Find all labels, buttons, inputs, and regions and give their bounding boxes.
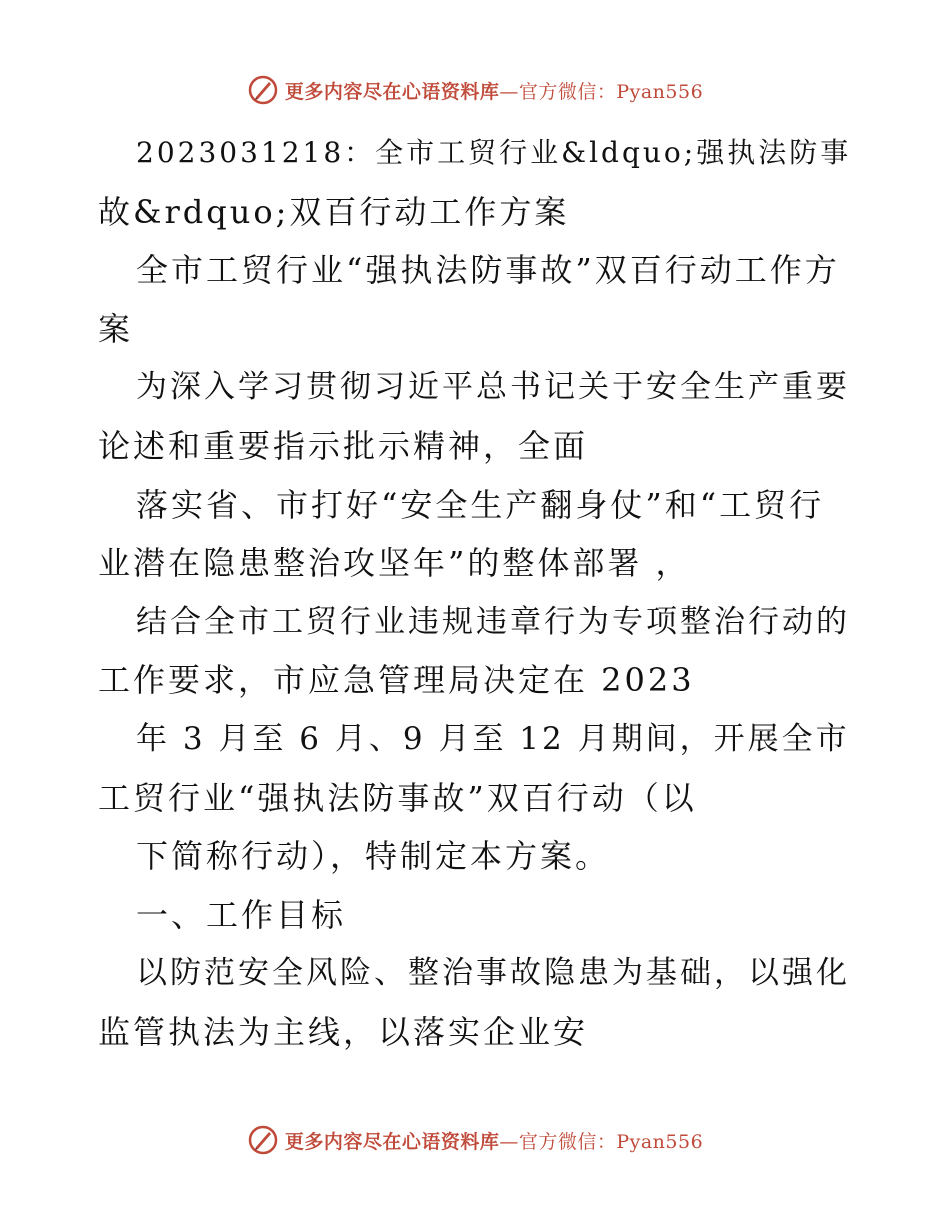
text-line: 故&rdquo;双百行动工作方案	[98, 192, 570, 231]
text-line: 全市工贸行业“强执法防事故”双百行动工作方	[136, 251, 840, 290]
text-line: 落实省、市打好“安全生产翻身仗”和“工贸行	[136, 485, 825, 524]
text-line: 下简称行动），特制定本方案。	[136, 837, 611, 876]
watermark-text: 更多内容尽在心语资料库—官方微信：Pyan556	[284, 80, 704, 103]
quill-icon	[247, 74, 279, 106]
section-heading: 一、工作目标	[136, 895, 347, 934]
footer-watermark	[0, 1120, 950, 1160]
text-line: 工作要求，市应急管理局决定在 2023	[98, 661, 695, 700]
text-line: 工贸行业“强执法防事故”双百行动（以	[98, 778, 697, 817]
quill-icon	[247, 1124, 279, 1156]
text-line: 监管执法为主线，以落实企业安	[98, 1012, 589, 1051]
text-line: 业潜在隐患整治攻坚年”的整体部署 ，	[98, 544, 691, 583]
text-line: 结合全市工贸行业违规违章行为专项整治行动的	[136, 603, 850, 640]
text-line: 以防范安全风险、整治事故隐患为基础，以强化	[136, 955, 850, 992]
document-body	[98, 124, 858, 1062]
header-watermark	[0, 70, 950, 110]
text-line: 年 3 月至 6 月、9 月至 12 月期间，开展全市	[136, 720, 850, 757]
text-line: 2023031218：全市工贸行业&ldquo;强执法防事	[136, 136, 852, 169]
text-line: 为深入学习贯彻习近平总书记关于安全生产重要	[136, 369, 850, 406]
text-line: 案	[98, 309, 134, 348]
watermark-text: 更多内容尽在心语资料库—官方微信：Pyan556	[284, 1130, 704, 1153]
text-line: 论述和重要指示批示精神，全面	[98, 426, 589, 465]
